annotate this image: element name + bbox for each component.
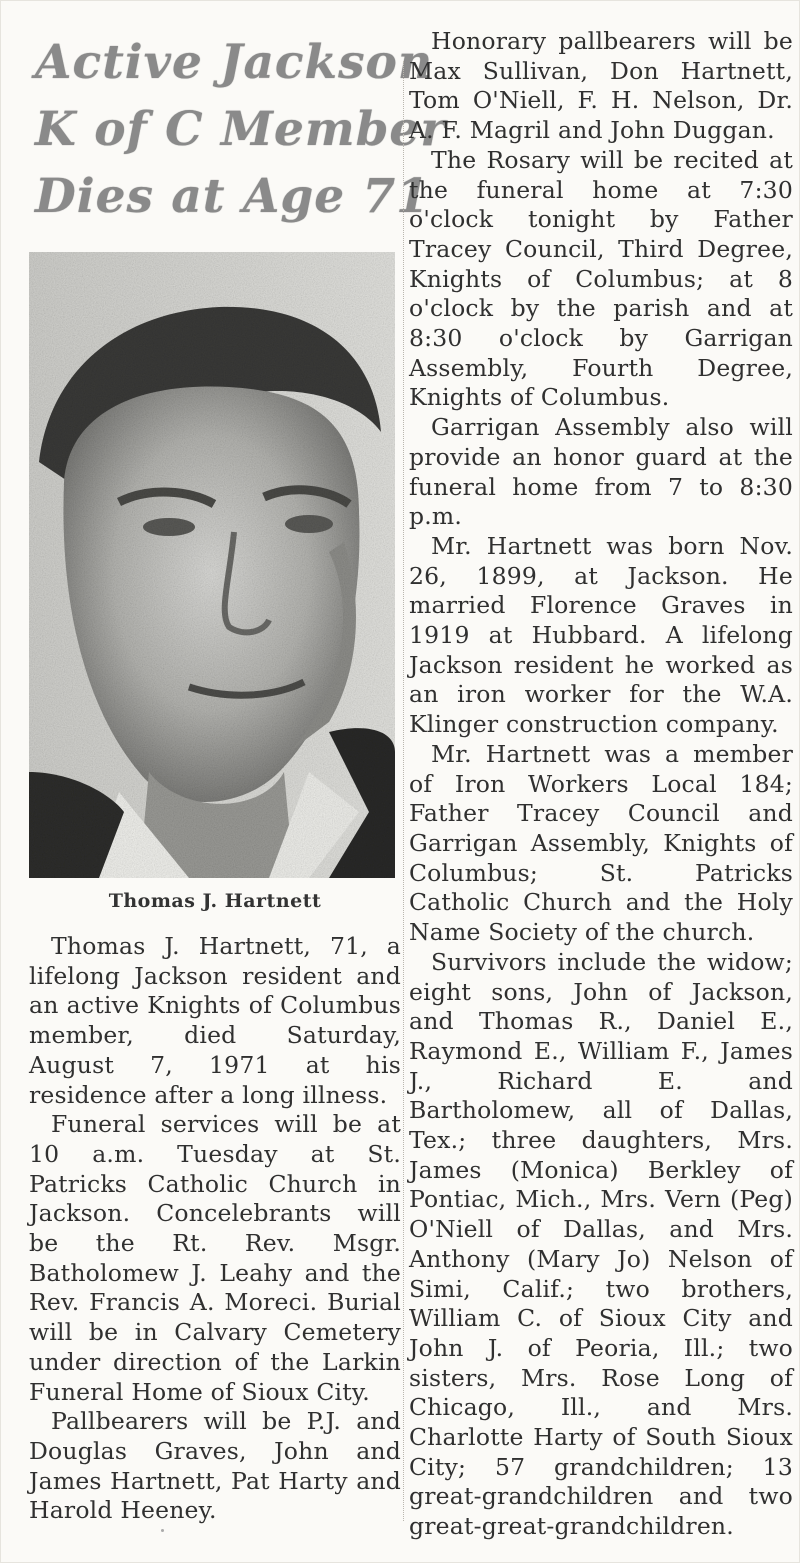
paragraph: Pallbearers will be P.J. and Douglas Graves, John and James Hartnett, Pat Harty and Harold Heeney. [29, 1407, 401, 1525]
paragraph: The Rosary will be recited at the funeral home at 7:30 o'clock tonight by Father Tracey Council, Third Degree, Knights of Columbus; at 8 o'clock by the parish and at 8:30 o'clock by Garrigan Assembly, Fourth Degree, Knights of Columbus. [409, 145, 793, 412]
paragraph: Mr. Hartnett was born Nov. 26, 1899, at Jackson. He married Florence Graves in 1919 at Hubbard. A lifelong Jackson resident he worked as an iron worker for the W.A. Klinger construction company. [409, 531, 793, 739]
paper-speck [161, 1529, 164, 1532]
headline-line: K of C Member [35, 102, 447, 157]
column-divider [403, 61, 404, 1521]
paragraph: Mr. Hartnett was a member of Iron Workers Local 184; Father Tracey Council and Garrigan Assembly, Knights of Columbus; St. Patricks Catholic Church and the Holy Name Society of the church. [409, 739, 793, 947]
right-column [409, 27, 793, 1542]
left-column [29, 23, 447, 1526]
left-column-text [29, 932, 401, 1526]
right-column-text [409, 27, 793, 1542]
paragraph: Funeral services will be at 10 a.m. Tuesday at St. Patricks Catholic Church in Jackson. Concelebrants will be the Rt. Rev. Msgr. Batholomew J. Leahy and the Rev. Francis A. Moreci. Burial will be in Calvary Cemetery under direction of the Larkin Funeral Home of Sioux City. [29, 1110, 401, 1406]
headline-line: Active Jackson [35, 35, 434, 90]
headline [35, 29, 447, 230]
paragraph: Garrigan Assembly also will provide an honor guard at the funeral home from 7 to 8:30 p.m. [409, 413, 793, 531]
paragraph: Thomas J. Hartnett, 71, a lifelong Jackson resident and an active Knights of Columbus member, died Saturday, August 7, 1971 at his residence after a long illness. [29, 932, 401, 1109]
paragraph: Survivors include the widow; eight sons, John of Jackson, and Thomas R., Daniel E., Raymond E., William F., James J., Richard E. and Bartholomew, all of Dallas, Tex.; three daughters, Mrs. James (Monica) Berkley of Pontiac, Mich., Mrs. Vern (Peg) O'Niell of Dallas, and Mrs. Anthony (Mary Jo) Nelson of Simi, Calif.; two brothers, William C. of Sioux City and John J. of Peoria, Ill.; two sisters, Mrs. Rose Long of Chicago, Ill., and Mrs. Charlotte Harty of South Sioux City; 57 grandchildren; 13 great-grandchildren and two great-great-grandchildren. [409, 947, 793, 1541]
photo-caption: Thomas J. Hartnett [108, 890, 322, 912]
headline-line: Dies at Age 71 [35, 169, 430, 224]
portrait-photo [29, 252, 395, 878]
paragraph: Honorary pallbearers will be Max Sullivan, Don Hartnett, Tom O'Niell, F. H. Nelson, Dr. A. F. Magril and John Duggan. [409, 27, 793, 145]
